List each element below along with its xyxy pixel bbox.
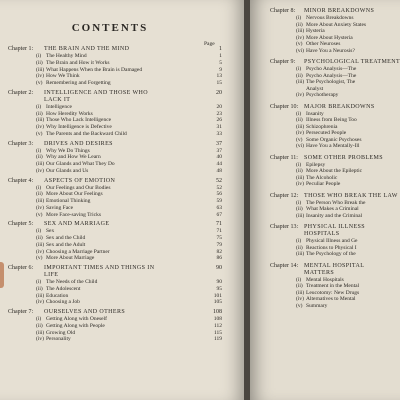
section-number: (ii) <box>36 59 43 66</box>
section-title: Our Glands and Us <box>46 167 89 174</box>
section-page-number: 71 <box>216 228 222 235</box>
section-item <box>270 251 400 258</box>
section-title: Physical Illness and Ge <box>306 238 358 244</box>
section-title: Choosing a Marriage Partner <box>46 248 110 255</box>
chapter-entry <box>8 221 222 262</box>
section-item <box>8 198 222 205</box>
section-title: Insanity and the Criminal <box>306 212 363 219</box>
section-number: (ii) <box>296 168 303 174</box>
section-item <box>270 48 400 55</box>
section-number: (i) <box>296 110 302 117</box>
chapter-title-line: THOSE WHO BREAK THE LAW <box>304 192 398 199</box>
chapter-page-number: 71 <box>216 221 222 228</box>
section-title: Other Neuroses <box>306 41 341 47</box>
section-title: Mental Hospitals <box>306 276 344 283</box>
section-title: Leucotomy: New Drugs <box>306 289 360 296</box>
section-page-number: 13 <box>216 73 222 80</box>
chapter-entry <box>270 224 400 258</box>
section-number: (i) <box>296 199 302 206</box>
section-title: The Alcoholic <box>306 174 338 181</box>
chapter-label: Chapter 9: <box>270 59 296 65</box>
chapter-label: Chapter 2: <box>8 89 34 96</box>
section-page-number: 20 <box>216 103 222 110</box>
section-number: (iv) <box>36 336 44 343</box>
chapter-heading <box>270 104 400 111</box>
section-number: (iii) <box>296 212 305 219</box>
chapter-entry <box>8 46 222 87</box>
section-title: More About Our Feelings <box>46 191 103 198</box>
chapter-title <box>44 90 222 104</box>
section-title: Reactions to Physical I <box>306 244 357 251</box>
section-title: Why and How We Learn <box>46 154 101 161</box>
section-title: Why Intelligence is Defective <box>46 124 112 130</box>
section-item <box>8 299 222 306</box>
section-item <box>8 104 222 111</box>
section-number: (ii) <box>36 110 43 117</box>
section-title: Persecuted People <box>306 130 347 136</box>
section-number: (ii) <box>36 285 43 292</box>
section-number: (iv) <box>36 299 44 306</box>
section-number: (ii) <box>36 154 43 161</box>
section-number: (iii) <box>36 292 45 299</box>
chapter-title <box>304 8 400 15</box>
section-title: The Psychology of the <box>306 251 356 257</box>
chapter-heading <box>270 224 400 238</box>
section-number: (iv) <box>296 181 304 187</box>
chapter-title <box>44 141 222 148</box>
section-item <box>270 143 400 150</box>
section-item <box>8 73 222 80</box>
chapter-entry <box>8 178 222 219</box>
chapter-heading <box>8 265 222 279</box>
chapter-label: Chapter 8: <box>270 8 296 14</box>
chapter-title <box>304 155 400 162</box>
chapter-page-number: 108 <box>213 309 222 315</box>
section-title: Sex <box>46 228 55 235</box>
section-number: (v) <box>36 211 43 218</box>
chapter-label: Chapter 13: <box>270 224 299 230</box>
section-number: (iv) <box>296 92 304 98</box>
chapter-label: Chapter 11: <box>270 154 298 161</box>
section-title: More Face-saving Tricks <box>46 211 101 218</box>
section-page-number: 75 <box>216 235 222 241</box>
section-number: (iii) <box>296 289 305 296</box>
section-item <box>8 316 222 323</box>
chapter-label: Chapter 1: <box>8 46 34 52</box>
section-number: (ii) <box>36 235 43 241</box>
section-title: Illness from Being Too <box>306 117 357 123</box>
section-number: (ii) <box>296 72 303 79</box>
section-title: Education <box>46 292 69 299</box>
section-title: The Person Who Break the <box>306 199 366 206</box>
section-page-number: 26 <box>216 117 222 124</box>
section-number: (i) <box>36 316 42 322</box>
section-title: The Parents and the Backward Child <box>46 130 127 137</box>
section-title: Some Organic Psychoses <box>306 136 362 143</box>
section-title: More About Anxiety States <box>306 21 367 28</box>
chapter-entry <box>8 309 222 343</box>
section-title: More About the Epileptic <box>306 168 363 174</box>
chapter-title-line: INTELLIGENCE AND THOSE WHO <box>44 89 149 96</box>
chapter-title <box>304 104 400 111</box>
section-page-number: 79 <box>216 241 222 248</box>
chapter-label: Chapter 7: <box>8 309 34 315</box>
section-page-number: 15 <box>216 80 222 86</box>
section-title: Alternatives to Mental <box>306 296 356 302</box>
chapter-title-line: LACK IT <box>44 96 71 103</box>
page-column-header: Page <box>204 41 215 47</box>
section-page-number: 90 <box>216 279 222 285</box>
chapter-heading <box>270 8 400 15</box>
chapter-title-line: ASPECTS OF EMOTION <box>44 177 116 184</box>
section-number: (iii) <box>36 161 45 167</box>
chapter-entry <box>270 263 400 310</box>
chapter-title-line: IMPORTANT TIMES AND THINGS IN <box>44 265 155 271</box>
section-title: How Heredity Works <box>46 110 93 117</box>
section-page-number: 108 <box>213 316 222 322</box>
section-item <box>8 117 222 124</box>
chapter-entry <box>270 155 400 188</box>
section-title: Have You a Neurosis? <box>306 47 355 54</box>
section-title: How We Think <box>46 73 80 80</box>
section-number: (v) <box>36 255 43 262</box>
chapter-title-line: OURSELVES AND OTHERS <box>44 309 126 315</box>
chapter-title-line: THE BRAIN AND THE MIND <box>44 46 130 52</box>
chapter-entry <box>8 265 222 306</box>
section-number: (iii) <box>36 329 45 336</box>
section-number: (iv) <box>36 248 44 255</box>
chapter-heading <box>270 155 400 162</box>
section-title: Peculiar People <box>306 181 341 187</box>
section-number: (i) <box>296 66 302 72</box>
section-title: What Makes a Criminal <box>306 206 359 212</box>
chapter-title <box>44 178 222 185</box>
chapter-title-line: MENTAL HOSPITAL <box>304 262 365 269</box>
section-page-number: 31 <box>216 124 222 130</box>
section-item <box>8 161 222 168</box>
section-title: Epilepsy <box>306 161 326 168</box>
section-number: (iii) <box>296 123 305 130</box>
section-title: The Psychologist, The <box>306 79 356 85</box>
section-item <box>8 191 222 198</box>
fingertip <box>0 262 4 288</box>
chapter-heading <box>8 309 222 316</box>
chapter-entry <box>270 104 400 150</box>
section-page-number: 52 <box>216 184 222 191</box>
section-page-number: 56 <box>216 191 222 198</box>
chapter-title <box>44 221 222 228</box>
section-page-number: 59 <box>216 198 222 204</box>
section-number: (i) <box>296 161 302 168</box>
section-number: (v) <box>296 302 303 309</box>
chapter-label: Chapter 3: <box>8 140 34 147</box>
chapter-label: Chapter 10: <box>270 103 299 110</box>
section-title: Insanity <box>306 110 324 117</box>
section-number: (iii) <box>36 198 45 204</box>
section-page-number: 63 <box>216 204 222 211</box>
section-number: (ii) <box>296 117 303 123</box>
chapter-heading <box>270 59 400 66</box>
section-title: More About Hysteria <box>306 34 353 41</box>
chapter-title <box>44 265 222 279</box>
section-item <box>8 336 222 343</box>
section-page-number: 105 <box>213 299 222 306</box>
section-page-number: 23 <box>216 110 222 117</box>
section-page-number: 33 <box>216 130 222 137</box>
contents-title: CONTENTS <box>71 22 149 34</box>
left-chapter-list <box>8 46 222 346</box>
chapter-title-line: LIFE <box>44 272 59 278</box>
section-number: (vi) <box>296 47 304 54</box>
section-number: (i) <box>36 228 42 235</box>
section-item <box>8 255 222 262</box>
section-title: Analyst <box>306 85 324 92</box>
section-title: Sex and the Child <box>46 235 86 241</box>
section-page-number: 86 <box>216 255 222 262</box>
section-item <box>8 228 222 235</box>
chapter-title-line: PSYCHOLOGICAL TREATMENT <box>304 59 400 65</box>
section-title: Psycho Analysis—The <box>306 66 357 72</box>
section-item <box>8 131 222 138</box>
section-page-number: 119 <box>213 336 222 343</box>
chapter-heading <box>8 46 222 53</box>
section-number: (vi) <box>296 143 304 149</box>
chapter-page-number: 90 <box>216 265 222 271</box>
chapter-title <box>304 59 400 66</box>
section-number: (i) <box>36 103 42 110</box>
chapter-heading <box>8 178 222 185</box>
section-title: Intelligence <box>46 103 72 110</box>
section-number: (iii) <box>36 66 45 73</box>
section-number: (iv) <box>36 124 44 130</box>
chapter-page-number: 37 <box>216 140 222 147</box>
chapter-entry <box>270 59 400 99</box>
chapter-heading <box>8 90 222 104</box>
section-title: The Adolescent <box>46 285 81 292</box>
section-number: (ii) <box>36 322 43 329</box>
section-title: Summary <box>306 302 328 309</box>
chapter-label: Chapter 6: <box>8 265 34 271</box>
chapter-entry <box>8 141 222 175</box>
section-number: (iv) <box>36 73 44 80</box>
section-title: The Brain and How it Works <box>46 59 110 66</box>
section-number: (ii) <box>296 206 303 212</box>
section-title: Have You a Mentally-Ill <box>306 143 360 149</box>
section-item <box>270 303 400 310</box>
section-number: (v) <box>36 80 43 86</box>
section-item <box>8 60 222 67</box>
chapter-heading <box>270 193 400 200</box>
section-page-number: 115 <box>213 329 222 336</box>
section-item <box>8 154 222 161</box>
section-title: Psycho Analysis—The <box>306 72 357 79</box>
section-page-number: 1 <box>219 53 222 59</box>
section-item <box>8 53 222 60</box>
section-number: (iv) <box>36 204 44 211</box>
chapter-label: Chapter 4: <box>8 177 34 184</box>
section-number: (ii) <box>296 283 303 289</box>
section-number: (iv) <box>296 296 304 302</box>
section-number: (iii) <box>296 251 305 257</box>
section-title: Nervous Breakdowns <box>306 15 354 21</box>
section-number: (i) <box>296 15 302 21</box>
chapter-title-line: SEX AND MARRIAGE <box>44 221 110 228</box>
section-number: (ii) <box>296 21 303 28</box>
chapter-label: Chapter 12: <box>270 192 299 199</box>
section-title: Why We Do Things <box>46 147 90 154</box>
section-number: (iii) <box>36 241 45 248</box>
section-page-number: 67 <box>216 211 222 218</box>
section-item <box>270 92 400 99</box>
chapter-title <box>304 224 400 238</box>
section-title: Choosing a Job <box>46 299 80 306</box>
section-title: The Needs of the Child <box>46 279 98 285</box>
section-title: Getting Along with Oneself <box>46 316 107 322</box>
right-page <box>250 0 400 400</box>
section-number: (iii) <box>296 174 305 181</box>
chapter-title-line: HOSPITALS <box>304 231 340 237</box>
chapter-title-line: MINOR BREAKDOWNS <box>304 8 375 14</box>
section-number: (v) <box>296 41 303 47</box>
section-page-number: 82 <box>216 248 222 255</box>
section-title: Getting Along with People <box>46 322 105 329</box>
section-title: Growing Old <box>46 329 76 336</box>
chapter-entry <box>270 193 400 220</box>
section-title: The Healthy Mind <box>46 53 87 59</box>
section-number: (i) <box>36 147 42 154</box>
section-number: (iv) <box>36 167 44 174</box>
section-number: (ii) <box>296 244 303 251</box>
section-page-number: 101 <box>213 292 222 299</box>
section-page-number: 37 <box>216 147 222 154</box>
section-number: (v) <box>36 130 43 137</box>
section-title: Hysteria <box>306 28 325 34</box>
chapter-title-line: SOME OTHER PROBLEMS <box>304 154 383 161</box>
section-title: Our Feelings and Our Bodies <box>46 184 111 191</box>
section-item <box>8 205 222 212</box>
section-item <box>8 235 222 242</box>
chapter-title-line: MATTERS <box>304 269 335 276</box>
section-item <box>270 181 400 188</box>
section-number: (ii) <box>36 191 43 198</box>
section-number: (i) <box>36 53 42 59</box>
chapter-title <box>304 193 400 200</box>
chapter-title-line: PHYSICAL ILLNESS <box>304 224 366 230</box>
section-item <box>8 279 222 286</box>
section-page-number: 95 <box>216 285 222 292</box>
right-chapter-list <box>270 8 400 314</box>
section-page-number: 5 <box>219 59 222 66</box>
chapter-entry <box>270 8 400 54</box>
section-number: (i) <box>296 276 302 283</box>
section-number: (iv) <box>296 34 304 41</box>
section-item <box>270 213 400 220</box>
chapter-heading <box>8 141 222 148</box>
section-number: (i) <box>296 238 302 244</box>
section-page-number: 112 <box>213 322 222 329</box>
chapter-page-number: 52 <box>216 177 222 184</box>
chapter-title <box>44 309 222 316</box>
chapter-entry <box>8 90 222 138</box>
section-title: Personality <box>46 336 71 343</box>
chapter-page-number: 1 <box>219 46 222 52</box>
chapter-heading <box>270 263 400 277</box>
section-number: (i) <box>36 279 42 285</box>
section-number: (i) <box>36 184 42 191</box>
section-number: (iv) <box>296 130 304 136</box>
section-title: Treatment in the Mental <box>306 283 360 289</box>
section-number: (iii) <box>296 28 305 34</box>
section-title: Remembering and Forgetting <box>46 80 111 86</box>
section-page-number: 9 <box>219 66 222 73</box>
section-number: (iii) <box>296 79 305 85</box>
section-item <box>8 286 222 293</box>
chapter-title-line: DRIVES AND DESIRES <box>44 140 113 147</box>
section-title: Saving Face <box>46 204 74 211</box>
chapter-title <box>44 46 222 53</box>
section-title: Emotional Thinking <box>46 198 91 204</box>
chapter-title-line: MAJOR BREAKDOWNS <box>304 103 375 110</box>
section-item <box>8 80 222 87</box>
section-item <box>8 168 222 175</box>
chapter-label: Chapter 5: <box>8 221 34 228</box>
section-item <box>8 242 222 249</box>
chapter-label: Chapter 14: <box>270 262 299 269</box>
section-page-number: 40 <box>216 154 222 161</box>
section-number: (v) <box>296 136 303 143</box>
section-title: Sex and the Adult <box>46 241 86 248</box>
section-title: What Happens When the Brain is Damaged <box>46 66 143 73</box>
section-item <box>8 212 222 219</box>
section-title: Psychotherapy <box>306 92 339 98</box>
section-page-number: 44 <box>216 161 222 167</box>
section-title: More About Marriage <box>46 255 95 262</box>
section-title: Our Glands and What They Do <box>46 161 115 167</box>
section-item <box>8 323 222 330</box>
section-title: Schizophrenia <box>306 123 338 130</box>
section-title: Those Who Lack Intelligence <box>46 117 112 124</box>
section-number: (iii) <box>36 117 45 124</box>
chapter-page-number: 20 <box>216 89 222 96</box>
chapter-title <box>304 263 400 277</box>
section-page-number: 48 <box>216 167 222 174</box>
section-item <box>8 124 222 131</box>
